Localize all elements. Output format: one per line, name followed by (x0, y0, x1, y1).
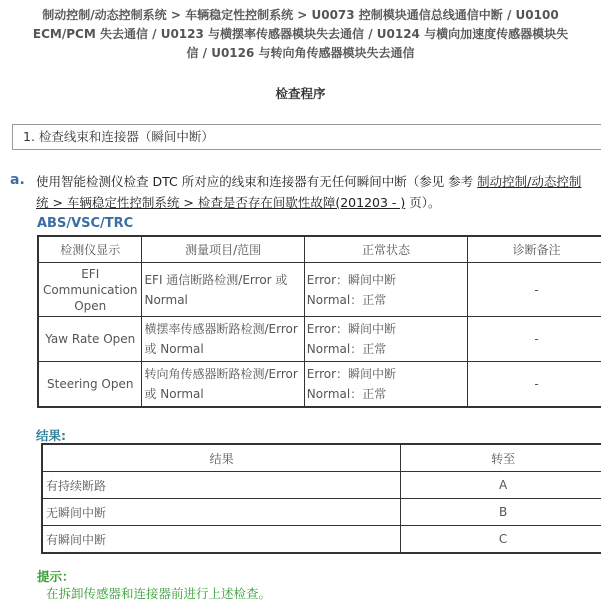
step-header (12, 124, 601, 150)
table-row (42, 499, 601, 526)
paragraph-line-1 (36, 171, 601, 192)
hint-text: 在拆卸传感器和连接器前进行上述检查。 (46, 586, 272, 601)
title-line-2: ECM/PCM 失去通信 / U0123 与横摆率传感器模块失去通信 / U0124 与横向加速度传感器模块失 (32, 27, 569, 41)
header-normal: 正常状态 (304, 236, 467, 263)
normal-error: Error：瞬间中断 (306, 272, 397, 287)
paragraph-text-2: 页）。 (405, 195, 441, 210)
header-display: 检测仪显示 (38, 236, 142, 263)
cell-result: 有持续断路 (42, 472, 401, 499)
cell-result: 有瞬间中断 (42, 526, 401, 554)
normal-ok: Normal：正常 (306, 342, 387, 356)
table-header-row (38, 236, 601, 263)
header-goto: 转至 (401, 444, 601, 472)
reference-link-1[interactable]: 制动控制/动态控制 (477, 174, 582, 189)
cell-note: - (468, 317, 601, 362)
normal-ok: Normal：正常 (306, 292, 387, 307)
cell-item: 横摆率传感器断路检测/Error 或 Normal (142, 317, 304, 362)
title-line-1: 制动控制/动态控制系统 > 车辆稳定性控制系统 > U0073 控制模块通信总线通信中断 / U0100 (42, 8, 559, 22)
table-row (38, 263, 601, 317)
result-table (41, 443, 601, 554)
reference-link-2[interactable]: 统 > 车辆稳定性控制系统 > 检查是否存在间歇性故障(201203 - ) (36, 195, 406, 210)
cell-note: - (468, 362, 601, 407)
cell-normal (304, 263, 467, 317)
cell-normal (304, 362, 467, 407)
paragraph-marker: a. (10, 172, 25, 188)
procedure-heading: 检查程序 (275, 86, 326, 101)
cell-display: Steering Open (38, 362, 142, 407)
cell-goto: A (401, 472, 601, 499)
section-label: ABS/VSC/TRC (37, 216, 134, 231)
normal-error: Error：瞬间中断 (306, 322, 397, 336)
cell-goto: C (401, 526, 601, 554)
cell-result: 无瞬间中断 (42, 499, 401, 526)
cell-note: - (468, 263, 601, 317)
paragraph-line-2 (36, 192, 601, 213)
cell-display: EFI Communication Open (38, 263, 142, 317)
step-label: 1. 检查线束和连接器（瞬间中断） (23, 129, 214, 144)
document-title (0, 6, 601, 63)
cell-normal (304, 317, 467, 362)
header-item: 测量项目/范围 (142, 236, 304, 263)
header-note: 诊断备注 (468, 236, 601, 263)
result-header-row (42, 444, 601, 472)
cell-display: Yaw Rate Open (38, 317, 142, 362)
normal-error: Error：瞬间中断 (306, 366, 397, 381)
title-line-3: 信 / U0126 与转向角传感器模块失去通信 (186, 46, 415, 60)
cell-item: EFI 通信断路检测/Error 或 Normal (142, 263, 304, 317)
paragraph-text-1: 使用智能检测仪检查 DTC 所对应的线束和连接器有无任何瞬间中断（参见 参考 (36, 174, 478, 189)
hint-label: 提示： (37, 569, 75, 584)
table-row (38, 362, 601, 407)
cell-goto: B (401, 499, 601, 526)
data-list-table (37, 235, 601, 408)
cell-item: 转向角传感器断路检测/Error 或 Normal (142, 362, 304, 407)
table-row (42, 526, 601, 554)
table-row (42, 472, 601, 499)
header-result: 结果 (42, 444, 401, 472)
instruction-paragraph (36, 171, 601, 213)
result-label: 结果: (36, 428, 66, 443)
normal-ok: Normal：正常 (306, 386, 387, 401)
table-row (38, 317, 601, 362)
